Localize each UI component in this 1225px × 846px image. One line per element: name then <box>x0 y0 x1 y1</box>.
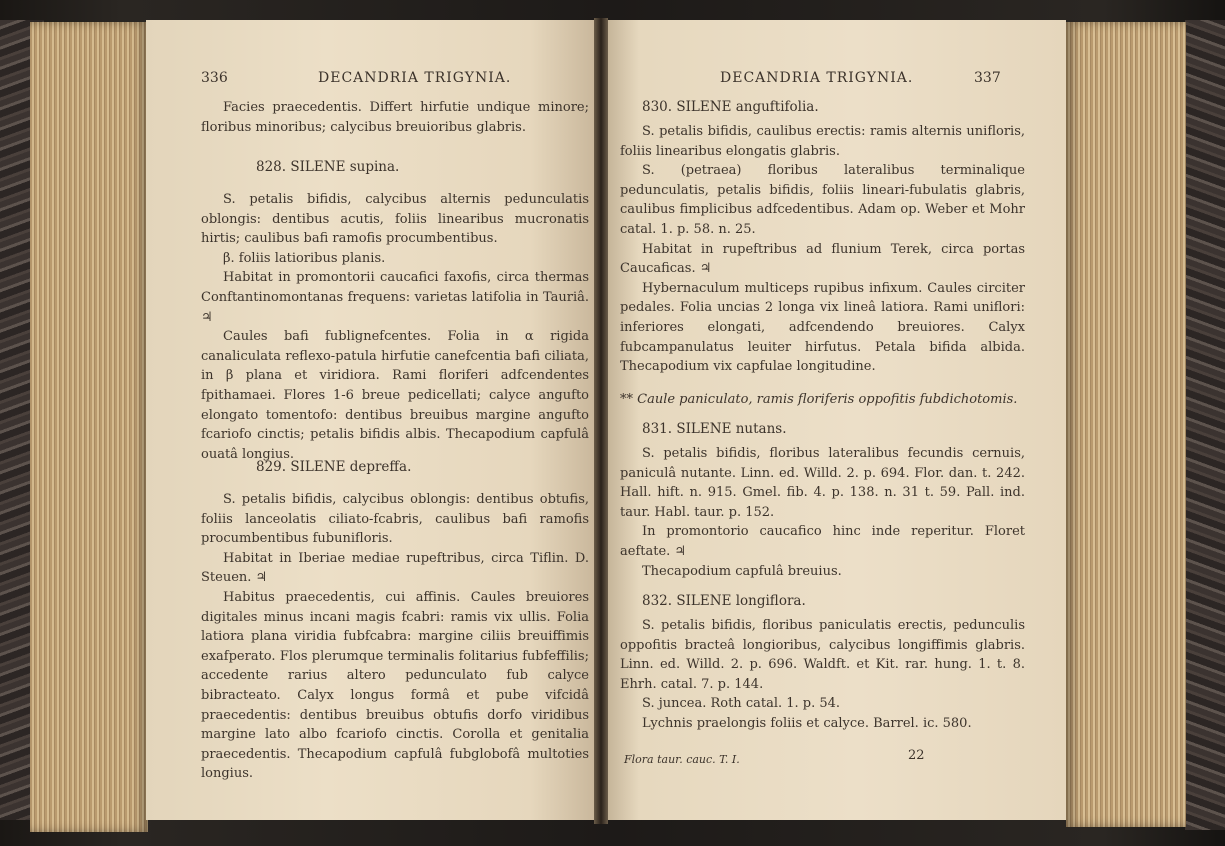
page-edges-left <box>30 22 148 832</box>
species-829 <box>201 490 589 784</box>
species-heading-829: 829. SILENE depreffa. <box>256 459 412 475</box>
running-head: DECANDRIA TRIGYNIA. <box>318 70 512 86</box>
page-edges-right <box>1066 22 1186 827</box>
species-831 <box>620 444 1025 581</box>
variety-beta: β. foliis latioribus planis. <box>223 250 386 266</box>
species-830 <box>620 122 1025 377</box>
description: Caules bafi fublignefcentes. Folia in α rigida canaliculata reflexo-patula hirfutie canefcentia bafi ciliata, in β plana et viridiora. Rami floriferi adfcendentes fpithamaei. Flores 1-6 breue pedicellati; calyce angufto elongato tomentofo: dentibus breuibus margine angufto fcariofo cinctis; petalis bifidis albis. Thecapodium capfulâ ouatâ longius. <box>201 329 589 462</box>
habitat: Habitat in promontorii caucafici faxofis, circa thermas Conftantinomontanas frequens: varietas latifolia in Tauriâ. ♃ <box>201 270 589 325</box>
diagnosis: S. petalis bifidis, calycibus alternis pedunculatis oblongis: dentibus acutis, foliis linearibus mucronatis hirtis; caulibus bafi ramofis procumbentibus. <box>201 192 589 247</box>
diagnosis: S. petalis bifidis, calycibus oblongis: dentibus obtufis, foliis lanceolatis ciliato-fcabris, caulibus bafi ramofis procumbentibus fubunifloris. <box>201 492 589 547</box>
page-number: 336 <box>201 70 228 86</box>
species-828 <box>201 190 589 464</box>
species-heading-828: 828. SILENE supina. <box>256 159 400 175</box>
description: Habitus praecedentis, cui affinis. Caules breuiores digitales minus incani magis fcabri: ramis vix ullis. Folia latiora plana viridia fubfcabra: margine ciliis breuiffimis exafperato. Flos plerumque terminalis folitarius fubfeffilis; accedente rarius altero pedunculato fub calyce bibracteato. Calyx longus formâ et pube vifcidâ praecedentis: dentibus breuibus obtufis dorfo viridibus margine lato albo fcariofo cinctis. Corolla et genitalia praecedentis. Thecapodium capfulâ fubglobofâ multoties longius. <box>201 589 589 782</box>
signature-mark: 22 <box>908 748 925 763</box>
habitat: Habitat in Iberiae mediae rupeftribus, circa Tiflin. D. Steuen. ♃ <box>201 550 589 586</box>
description: Thecapodium capfulâ breuius. <box>642 563 842 579</box>
synonym-lychnis: Lychnis praelongis foliis et calyce. Barrel. ic. 580. <box>642 715 972 731</box>
subsection-heading: ** Caule paniculato, ramis floriferis oppofitis fubdichotomis. <box>620 392 1018 407</box>
species-heading-831: 831. SILENE nutans. <box>642 421 787 437</box>
footer-title: Flora taur. cauc. T. I. <box>624 753 740 766</box>
synonym-juncea: S. juncea. Roth catal. 1. p. 54. <box>642 696 841 712</box>
marbled-cover-right <box>1185 20 1225 830</box>
page-number: 337 <box>974 70 1001 86</box>
diagnosis: S. petalis bifidis, floribus lateralibus fecundis cernuis, paniculâ nutante. Linn. ed. Willd. 2. p. 694. Flor. dan. t. 242. Hall. hift. n. 915. Gmel. fib. 4. p. 138. n. 31 t. 59. Pall. ind. taur. Habl. taur. p. 152. <box>620 446 1025 520</box>
right-page <box>602 20 1066 820</box>
species-heading-830: 830. SILENE anguftifolia. <box>642 99 819 115</box>
habitat: Habitat in rupeftribus ad flunium Terek, circa portas Caucaficas. ♃ <box>620 241 1025 277</box>
description: Hybernaculum multiceps rupibus infixum. Caules circiter pedales. Folia uncias 2 longa vix lineâ latiora. Rami uniflori: inferiores elongati, adfcendendo breuiores. Calyx fubcampanulatus leuiter hirfutus. Petala bifida albida. Thecapodium vix capfulae longitudine. <box>620 280 1025 375</box>
species-heading-832: 832. SILENE longiflora. <box>642 593 806 609</box>
facies-paragraph: Facies praecedentis. Differt hirfutie undique minore; floribus minoribus; calycibus breuioribus glabris. <box>201 100 589 135</box>
diagnosis: S. petalis bifidis, floribus paniculatis erectis, pedunculis oppofitis bracteâ longioribus, calycibus longiffimis glabris. Linn. ed. Willd. 2. p. 696. Waldft. et Kit. rar. hung. 1. t. 8. Ehrh. catal. 7. p. 144. <box>620 618 1025 692</box>
diagnosis: S. petalis bifidis, caulibus erectis: ramis alternis unifloris, foliis linearibus elongatis glabris. <box>620 124 1025 159</box>
habitat: In promontorio caucafico hinc inde reperitur. Floret aeftate. ♃ <box>620 524 1025 559</box>
book-gutter <box>594 18 608 824</box>
synonym: S. (petraea) floribus lateralibus terminalique pedunculatis, petalis bifidis, foliis lineari-fubulatis glabris, caulibus fimplicibus adfcedentibus. Adam op. Weber et Mohr catal. 1. p. 58. n. 25. <box>620 163 1025 237</box>
left-page <box>146 20 598 820</box>
running-head: DECANDRIA TRIGYNIA. <box>720 70 914 86</box>
species-832 <box>620 616 1025 734</box>
